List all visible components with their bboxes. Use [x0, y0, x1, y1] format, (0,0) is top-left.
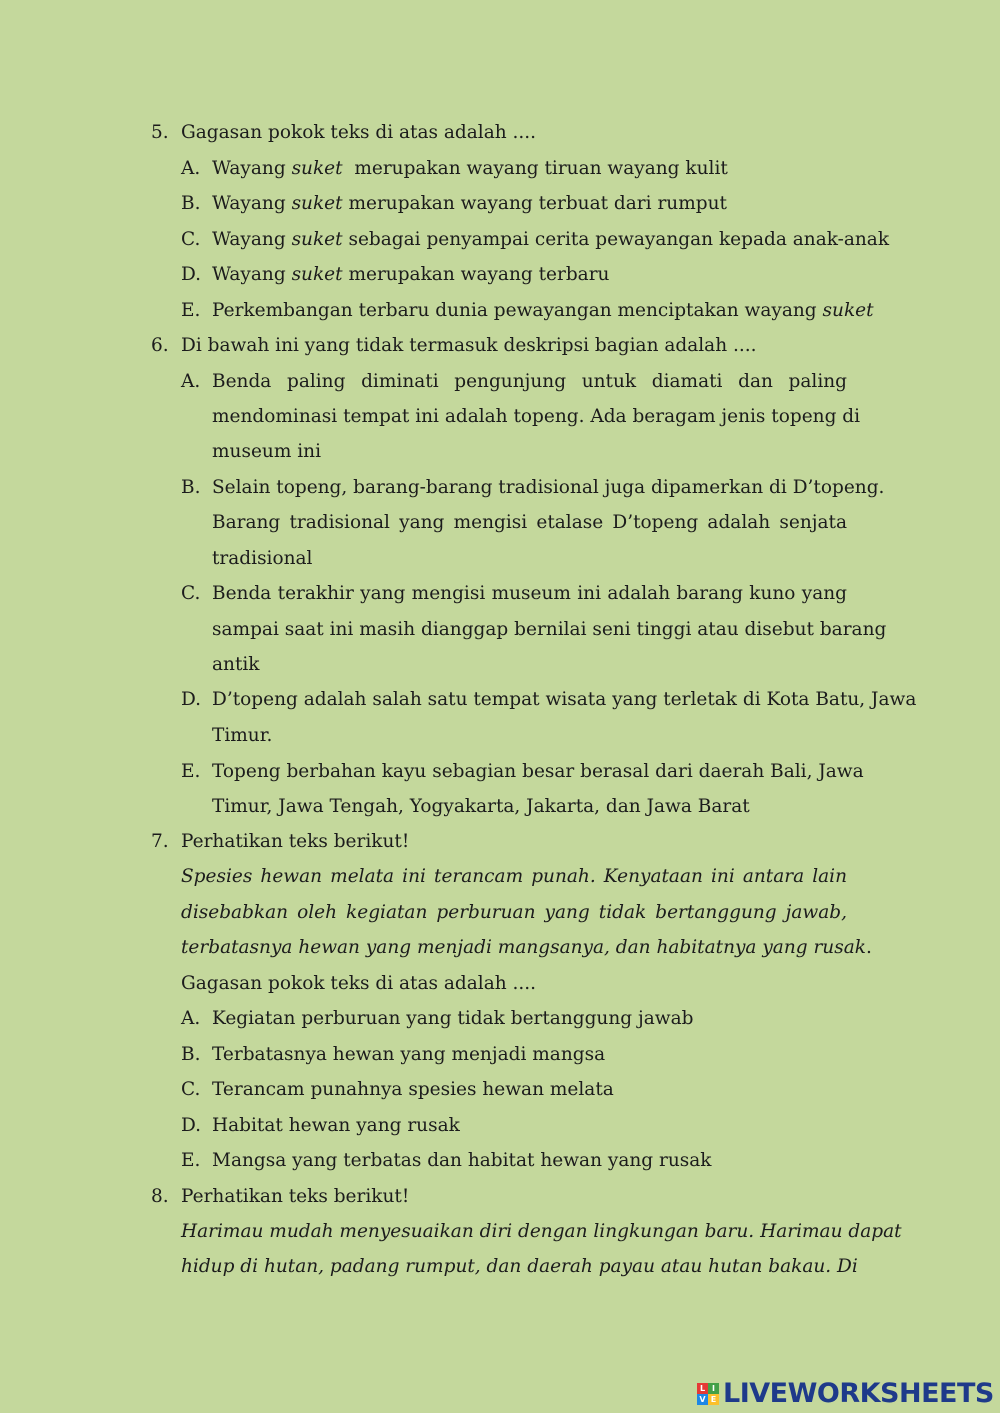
q7-option-c[interactable]: Terancam punahnya spesies hewan melata: [212, 1079, 614, 1100]
q5-option-d-letter: D.: [181, 264, 202, 285]
q6-option-d-line-2[interactable]: Timur.: [212, 725, 273, 746]
liveworksheets-logo[interactable]: [697, 1378, 994, 1409]
q5-option-b-letter: B.: [181, 193, 201, 214]
q6-option-d-letter: D.: [181, 689, 202, 710]
q6-option-a-line-2[interactable]: mendominasi tempat ini adalah topeng. Ada beragam jenis topeng di: [212, 406, 861, 427]
q6-question: Di bawah ini yang tidak termasuk deskripsi bagian adalah ....: [181, 335, 757, 356]
q6-option-c-letter: C.: [181, 583, 201, 604]
q6-option-b-letter: B.: [181, 477, 201, 498]
q7-option-a-letter: A.: [181, 1008, 201, 1029]
q7-option-b-letter: B.: [181, 1044, 201, 1065]
q7-passage-line-3: terbatasnya hewan yang menjadi mangsanya, dan habitatnya yang rusak.: [181, 937, 872, 958]
q5-option-e-letter: E.: [181, 300, 201, 321]
q7-option-c-letter: C.: [181, 1079, 201, 1100]
q8-intro: Perhatikan teks berikut!: [181, 1186, 410, 1207]
q5-option-a-letter: A.: [181, 158, 201, 179]
q6-option-a-letter: A.: [181, 371, 201, 392]
q7-number: 7.: [151, 831, 169, 852]
q7-option-d[interactable]: Habitat hewan yang rusak: [212, 1115, 460, 1136]
q5-option-c-letter: C.: [181, 229, 201, 250]
q6-option-b-line-2[interactable]: Barang tradisional yang mengisi etalase D’topeng adalah senjata: [212, 512, 847, 533]
q6-option-e-line-1[interactable]: Topeng berbahan kayu sebagian besar berasal dari daerah Bali, Jawa: [212, 761, 864, 782]
q6-option-a-line-3[interactable]: museum ini: [212, 441, 321, 462]
q6-option-d-line-1[interactable]: D’topeng adalah salah satu tempat wisata yang terletak di Kota Batu, Jawa: [212, 689, 917, 710]
q7-option-b[interactable]: Terbatasnya hewan yang menjadi mangsa: [212, 1044, 606, 1065]
q6-option-a-line-1[interactable]: Benda paling diminati pengunjung untuk diamati dan paling: [212, 371, 847, 392]
q5-question: Gagasan pokok teks di atas adalah ....: [181, 122, 537, 143]
q7-passage-line-2: disebabkan oleh kegiatan perburuan yang tidak bertanggung jawab,: [181, 902, 847, 923]
q6-option-e-letter: E.: [181, 761, 201, 782]
q6-option-c-line-3[interactable]: antik: [212, 654, 260, 675]
logo-badge-letter: V: [697, 1394, 708, 1405]
q7-option-d-letter: D.: [181, 1115, 202, 1136]
logo-text: LIVEWORKSHEETS: [723, 1378, 994, 1409]
q6-option-c-line-2[interactable]: sampai saat ini masih dianggap bernilai seni tinggi atau disebut barang: [212, 619, 887, 640]
logo-badge-letter: I: [708, 1383, 719, 1394]
q8-number: 8.: [151, 1186, 169, 1207]
q7-intro: Perhatikan teks berikut!: [181, 831, 410, 852]
q5-option-d[interactable]: Wayang suket merupakan wayang terbaru: [212, 264, 610, 285]
q6-option-e-line-2[interactable]: Timur, Jawa Tengah, Yogyakarta, Jakarta, dan Jawa Barat: [212, 796, 750, 817]
q5-option-a[interactable]: Wayang suket merupakan wayang tiruan wayang kulit: [212, 158, 728, 179]
logo-badge-letter: E: [708, 1394, 719, 1405]
q5-option-c[interactable]: Wayang suket sebagai penyampai cerita pewayangan kepada anak-anak: [212, 229, 890, 250]
logo-badge-icon: [697, 1383, 719, 1405]
q5-number: 5.: [151, 122, 169, 143]
q7-passage-line-1: Spesies hewan melata ini terancam punah. Kenyataan ini antara lain: [181, 866, 847, 887]
q8-passage-line-1: Harimau mudah menyesuaikan diri dengan lingkungan baru. Harimau dapat: [181, 1221, 902, 1242]
q6-number: 6.: [151, 335, 169, 356]
q7-question: Gagasan pokok teks di atas adalah ....: [181, 973, 537, 994]
q7-option-e[interactable]: Mangsa yang terbatas dan habitat hewan yang rusak: [212, 1150, 712, 1171]
q5-option-e[interactable]: Perkembangan terbaru dunia pewayangan menciptakan wayang suket: [212, 300, 874, 321]
q8-passage-line-2: hidup di hutan, padang rumput, dan daerah payau atau hutan bakau. Di: [181, 1256, 858, 1277]
q7-option-a[interactable]: Kegiatan perburuan yang tidak bertanggung jawab: [212, 1008, 694, 1029]
q7-option-e-letter: E.: [181, 1150, 201, 1171]
q5-option-b[interactable]: Wayang suket merupakan wayang terbuat dari rumput: [212, 193, 727, 214]
q6-option-b-line-1[interactable]: Selain topeng, barang-barang tradisional juga dipamerkan di D’topeng.: [212, 477, 885, 498]
q6-option-c-line-1[interactable]: Benda terakhir yang mengisi museum ini adalah barang kuno yang: [212, 583, 847, 604]
logo-badge-letter: L: [697, 1383, 708, 1394]
q6-option-b-line-3[interactable]: tradisional: [212, 548, 313, 569]
